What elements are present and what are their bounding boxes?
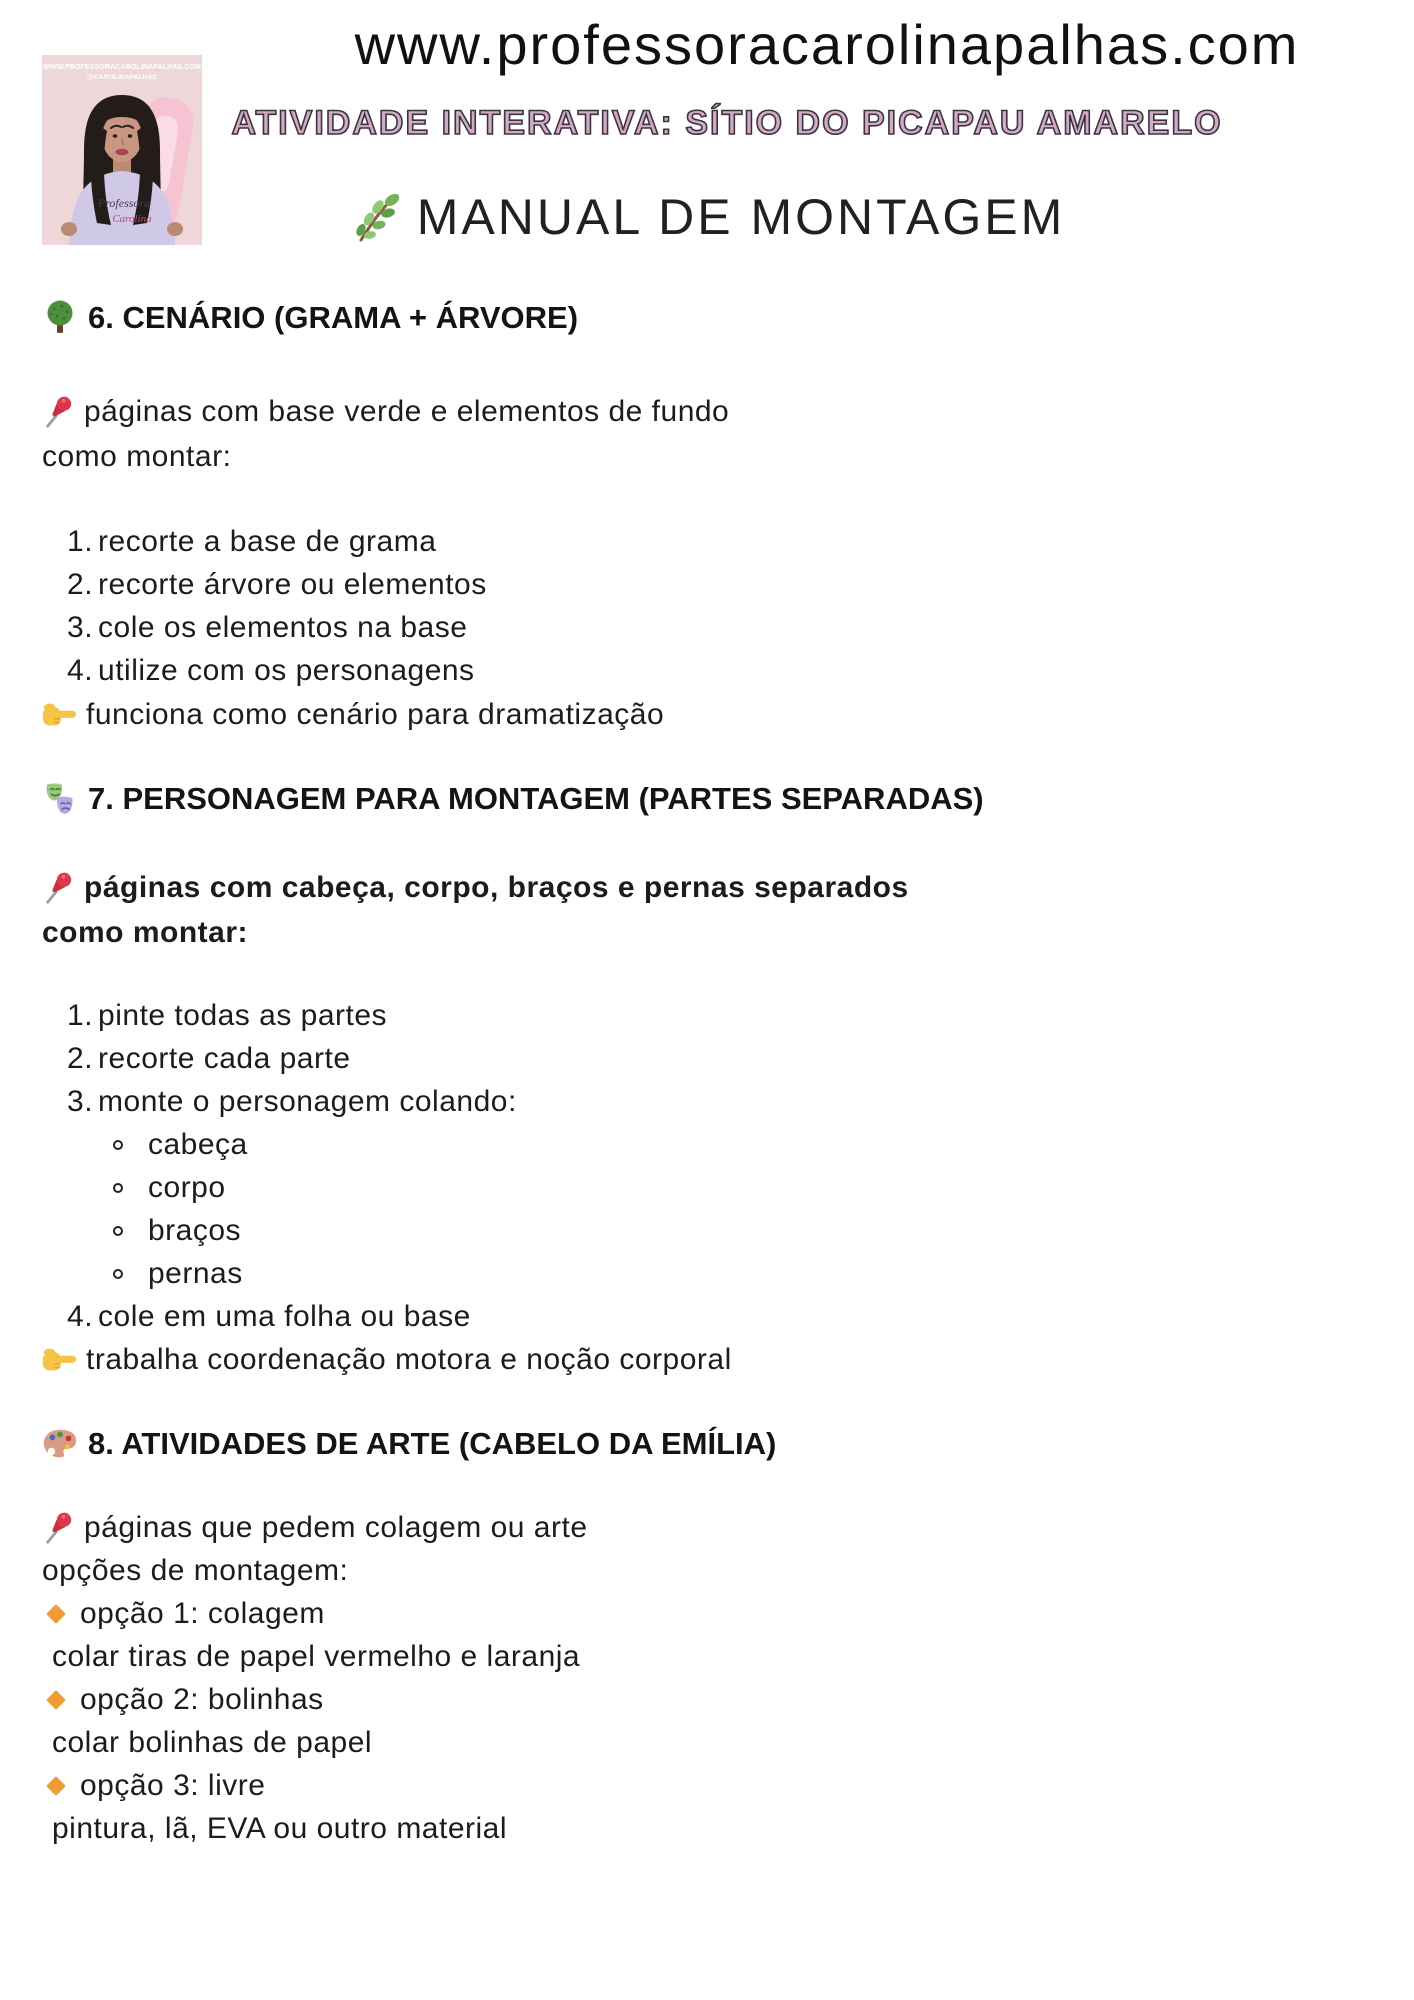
circle-bullet-icon <box>113 1269 123 1279</box>
section-6-heading <box>42 300 578 336</box>
sub-bullet-item <box>113 1127 248 1163</box>
section-6-tagline <box>42 394 729 430</box>
step-text: utilize com os personagens <box>98 654 475 687</box>
sub-bullet-item <box>113 1213 241 1249</box>
page-title-text: MANUAL DE MONTAGEM <box>416 189 1066 245</box>
orange-diamond-icon <box>46 1776 66 1796</box>
step-item <box>67 998 387 1034</box>
pointing-hand-icon <box>42 1345 78 1375</box>
sub-bullet-text: corpo <box>148 1171 226 1204</box>
photo-caption-line1: WWW.PROFESSORACAROLINAPALHAS.COM <box>43 62 201 71</box>
section-8-subtitle: opções de montagem: <box>42 1554 349 1587</box>
circle-bullet-icon <box>113 1140 123 1150</box>
option-label: opção 3: livre <box>80 1769 266 1802</box>
step-item <box>67 524 436 560</box>
section-7-tagline <box>42 870 909 906</box>
pushpin-icon <box>42 869 76 907</box>
orange-diamond-icon <box>46 1604 66 1624</box>
pointing-hand-icon <box>42 700 78 730</box>
step-item <box>67 1084 517 1120</box>
theater-masks-icon <box>42 780 78 818</box>
activity-banner: ATIVIDADE INTERATIVA: SÍTIO DO PICAPAU AMARELO <box>231 104 1223 142</box>
step-text: cole os elementos na base <box>98 611 468 644</box>
option-description: colar bolinhas de papel <box>52 1726 373 1759</box>
section-6-note-text: funciona como cenário para dramatização <box>86 698 665 731</box>
section-8-tagline-text: páginas que pedem colagem ou arte <box>84 1511 588 1544</box>
step-item <box>67 1041 351 1077</box>
option-item <box>49 1682 324 1718</box>
circle-bullet-icon <box>113 1183 123 1193</box>
sub-bullet-text: pernas <box>148 1257 243 1290</box>
section-8-tagline <box>42 1510 588 1546</box>
section-8-heading <box>42 1426 776 1462</box>
section-7-note-text: trabalha coordenação motora e noção corporal <box>86 1343 732 1376</box>
section-7-heading-text: 7. PERSONAGEM PARA MONTAGEM (PARTES SEPARADAS) <box>88 781 984 816</box>
orange-diamond-icon <box>46 1690 66 1710</box>
section-6-heading-text: 6. CENÁRIO (GRAMA + ÁRVORE) <box>88 300 579 335</box>
section-7-subtitle: como montar: <box>42 916 249 949</box>
step-item <box>67 1299 471 1335</box>
shirt-text-line1: Professora <box>97 196 151 210</box>
photo-caption-line2: @CAROLINAPALHAS <box>87 74 157 81</box>
option-item <box>49 1596 325 1632</box>
section-6-tagline-text: páginas com base verde e elementos de fundo <box>84 395 730 428</box>
section-7-tagline-text: páginas com cabeça, corpo, braços e pernas separados <box>84 871 909 904</box>
option-label: opção 1: colagem <box>80 1597 325 1630</box>
option-description: pintura, lã, EVA ou outro material <box>52 1812 508 1845</box>
section-6-subtitle: como montar: <box>42 440 232 473</box>
step-text: recorte árvore ou elementos <box>98 568 487 601</box>
option-label: opção 2: bolinhas <box>80 1683 324 1716</box>
step-text: cole em uma folha ou base <box>98 1300 471 1333</box>
sub-bullet-text: braços <box>148 1214 242 1247</box>
step-text: monte o personagem colando: <box>98 1085 517 1118</box>
step-text: recorte a base de grama <box>98 525 437 558</box>
section-6-note <box>42 697 664 733</box>
tree-icon <box>42 299 78 337</box>
sub-bullet-item <box>113 1256 243 1292</box>
step-item <box>67 610 467 646</box>
sub-bullet-text: cabeça <box>148 1128 248 1161</box>
circle-bullet-icon <box>113 1226 123 1236</box>
document-body <box>42 0 1372 2000</box>
sub-bullet-item <box>113 1170 226 1206</box>
pushpin-icon <box>42 393 76 431</box>
palette-icon <box>42 1425 78 1463</box>
pushpin-icon <box>42 1509 76 1547</box>
option-item <box>49 1768 265 1804</box>
step-text: recorte cada parte <box>98 1042 351 1075</box>
section-8-heading-text: 8. ATIVIDADES DE ARTE (CABELO DA EMÍLIA) <box>88 1426 777 1461</box>
section-7-heading <box>42 781 984 817</box>
step-item <box>67 653 475 689</box>
site-url: www.professoracarolinapalhas.com <box>354 13 1300 76</box>
step-item <box>67 567 487 603</box>
option-description: colar tiras de papel vermelho e laranja <box>52 1640 581 1673</box>
shirt-text-line2: Carolina <box>112 213 152 225</box>
step-text: pinte todas as partes <box>98 999 388 1032</box>
section-7-note <box>42 1342 732 1378</box>
